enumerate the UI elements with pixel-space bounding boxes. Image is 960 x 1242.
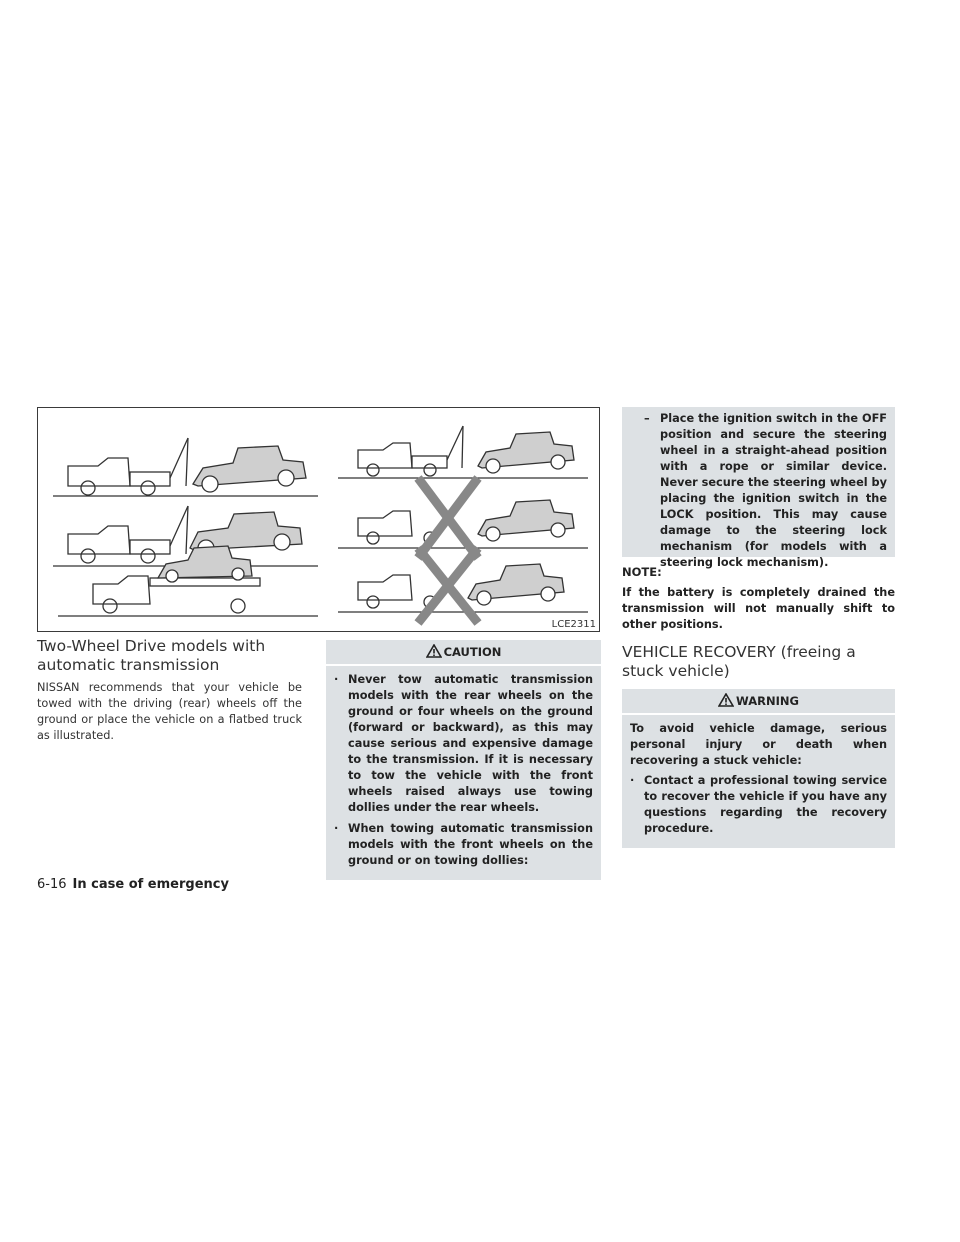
towing-illustration [37, 407, 600, 632]
tow-row-2-right [338, 478, 588, 558]
caution-bullet [334, 821, 593, 869]
tow-row-3-left [58, 546, 318, 616]
bullet-icon: · [334, 822, 339, 835]
warning-triangle-icon [718, 693, 734, 707]
caution-title-text: CAUTION [443, 645, 502, 659]
page-footer [37, 877, 229, 892]
page-number: 6-16 [37, 877, 67, 892]
bullet-icon: · [630, 774, 635, 787]
warning-title-text: WARNING [736, 694, 799, 708]
note-text: If the battery is completely drained the transmission will not manually shift to other positions. [622, 586, 895, 631]
caution-title [326, 640, 601, 666]
figure-code: LCE2311 [551, 619, 596, 630]
warning-triangle-icon [426, 644, 442, 658]
warning-title [622, 689, 895, 715]
warning-intro: To avoid vehicle damage, serious personal injury or death when recovering a stuck vehicle: [630, 722, 887, 767]
bullet-icon: · [334, 673, 339, 686]
warning-bullet [630, 773, 887, 837]
warning-box [622, 689, 895, 848]
caution-box-continued [622, 407, 895, 569]
caution-bullet-text: Never tow automatic transmission models with the rear wheels on the ground or four wheels on the ground (forward or backward), as this may cause serious and expensive damage to the transmission. If it is necessary to tow the vehicle with the front wheels raised always use towing dollies under the rear wheels. [348, 673, 593, 814]
caution-box [326, 640, 601, 880]
warning-bullet-text: Contact a professional towing service to recover the vehicle if you have any questions regarding the recovery procedure. [644, 774, 887, 835]
dash-icon: – [644, 412, 650, 425]
caution-sub-item-text: Place the ignition switch in the OFF position and secure the steering wheel in a straight-ahead position with a rope or similar device. Never secure the steering wheel by placing the ignition switch in the LOCK position. This may cause damage to the steering lock mechanism (for models with a steering lock mechanism). [660, 412, 888, 569]
tow-row-2-left [53, 506, 318, 566]
section-heading-vehicle-recovery: VEHICLE RECOVERY (freeing a stuck vehicle) [622, 643, 856, 680]
section-heading-two-wheel-drive: Two-Wheel Drive models with automatic transmission [37, 637, 266, 674]
tow-row-3-right [338, 548, 588, 623]
tow-truck-illustration [38, 408, 598, 630]
caution-bullet-text: When towing automatic transmission models with the front wheels on the ground or on towing dollies: [348, 822, 593, 867]
tow-row-1-right [338, 426, 588, 478]
section-name: In case of emergency [72, 877, 229, 892]
caution-bullet [334, 672, 593, 816]
note-heading: NOTE: [622, 565, 662, 579]
tow-row-1-left [53, 438, 318, 496]
section-paragraph: NISSAN recommends that your vehicle be towed with the driving (rear) wheels off the ground or place the vehicle on a flatbed truck as illustrated. [37, 681, 302, 742]
caution-sub-item [630, 411, 887, 571]
